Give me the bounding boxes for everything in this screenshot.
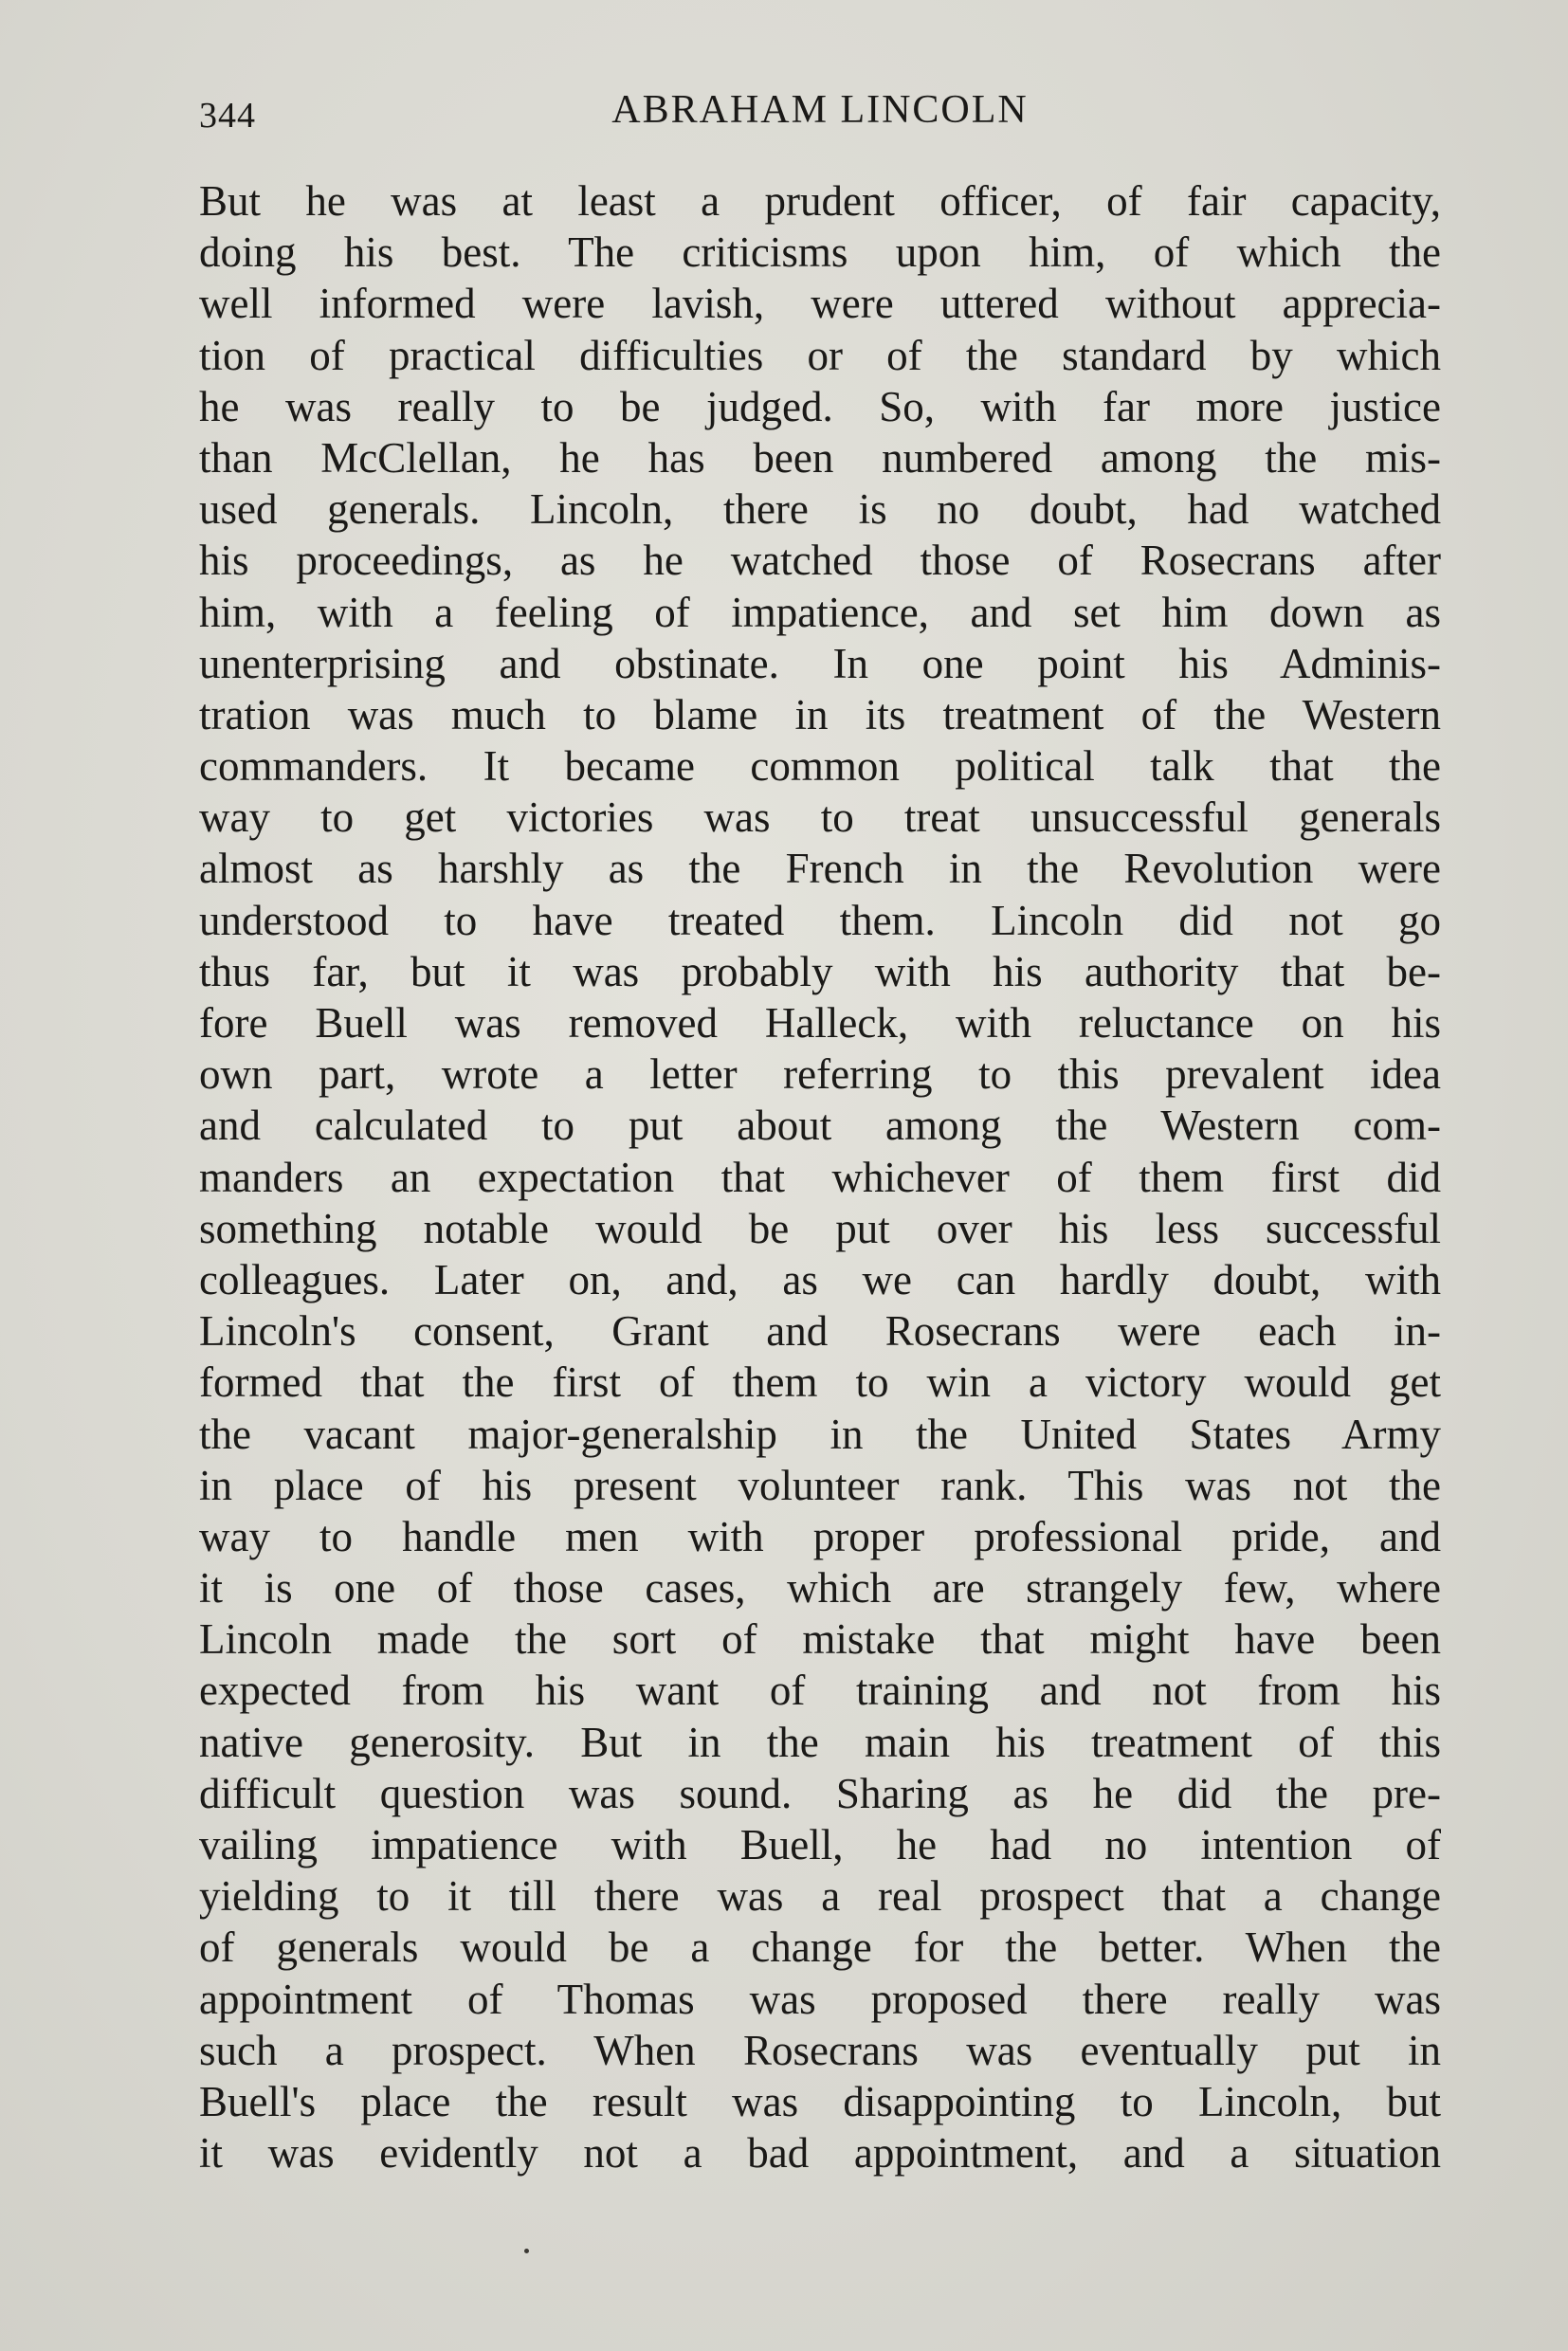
text-line: way to get victories was to treat unsuccessful generals	[199, 793, 1441, 842]
text-line: he was really to be judged. So, with far more justice	[199, 382, 1441, 430]
text-line: own part, wrote a letter referring to this prevalent idea	[199, 1050, 1441, 1099]
text-line: the vacant major-generalship in the United States Army	[199, 1410, 1441, 1458]
text-line: commanders. It became common political talk that the	[199, 742, 1441, 791]
text-line: something notable would be put over his less successful	[199, 1204, 1441, 1252]
text-line: colleagues. Later on, and, as we can hardly doubt, with	[199, 1255, 1441, 1303]
text-line: in place of his present volunteer rank. This was not the	[199, 1461, 1441, 1509]
text-line: yielding to it till there was a real prospect that a change	[199, 1872, 1441, 1921]
text-line: Lincoln made the sort of mistake that might have been	[199, 1615, 1441, 1664]
text-line: appointment of Thomas was proposed there really was	[199, 1975, 1441, 2023]
text-line: But he was at least a prudent officer, of fair capacity,	[199, 177, 1441, 225]
text-line: of generals would be a change for the better. When the	[199, 1923, 1441, 1972]
text-line: native generosity. But in the main his treatment of this	[199, 1718, 1441, 1766]
text-line: well informed were lavish, were uttered without apprecia-	[199, 280, 1441, 328]
text-line: Buell's place the result was disappointing to Lincoln, but	[199, 2077, 1441, 2125]
text-line: formed that the first of them to win a victory would get	[199, 1358, 1441, 1407]
page-number: 344	[199, 96, 256, 136]
text-line: fore Buell was removed Halleck, with reluctance on his	[199, 999, 1441, 1047]
text-line: used generals. Lincoln, there is no doubt, had watched	[199, 485, 1441, 534]
text-line: and calculated to put about among the Western com-	[199, 1102, 1441, 1150]
text-line: it was evidently not a bad appointment, and a situation	[199, 2129, 1441, 2178]
body-text	[199, 175, 1441, 2178]
text-line: tration was much to blame in its treatment of the Western	[199, 690, 1441, 738]
text-line: difficult question was sound. Sharing as he did the pre-	[199, 1769, 1441, 1817]
text-line: thus far, but it was probably with his authority that be-	[199, 947, 1441, 995]
text-line: way to handle men with proper professional pride, and	[199, 1512, 1441, 1560]
text-line: doing his best. The criticisms upon him, of which the	[199, 228, 1441, 277]
text-line: than McClellan, he has been numbered among the mis-	[199, 433, 1441, 482]
text-line: his proceedings, as he watched those of Rosecrans after	[199, 537, 1441, 585]
page-header	[199, 87, 1441, 144]
text-line: understood to have treated them. Lincoln did not go	[199, 896, 1441, 944]
text-line: unenterprising and obstinate. In one point his Adminis-	[199, 639, 1441, 687]
text-line: such a prospect. When Rosecrans was eventually put in	[199, 2026, 1441, 2074]
text-line: almost as harshly as the French in the Revolution were	[199, 845, 1441, 893]
text-line: vailing impatience with Buell, he had no intention of	[199, 1821, 1441, 1868]
text-line: Lincoln's consent, Grant and Rosecrans were each in-	[199, 1307, 1441, 1356]
text-line: manders an expectation that whichever of them first did	[199, 1153, 1441, 1201]
text-line: it is one of those cases, which are strangely few, where	[199, 1564, 1441, 1613]
running-head: ABRAHAM LINCOLN	[611, 88, 1029, 132]
text-line: expected from his want of training and not from his	[199, 1667, 1441, 1715]
text-line: him, with a feeling of impatience, and set him down as	[199, 588, 1441, 636]
text-line: tion of practical difficulties or of the standard by which	[199, 331, 1441, 379]
page-speck-mark	[524, 2249, 529, 2253]
